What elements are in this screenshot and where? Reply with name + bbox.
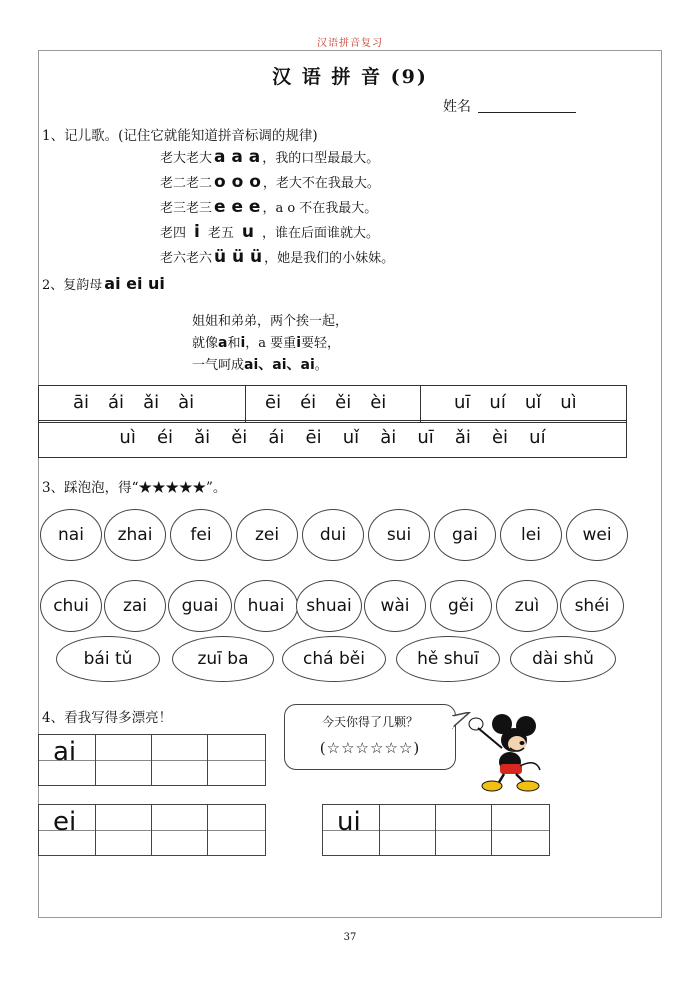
- tone-group-ui: [454, 392, 596, 413]
- bubble[interactable]: dui: [302, 509, 364, 561]
- section3-heading: 3、踩泡泡，得“★★★★★”。: [42, 480, 227, 496]
- rhyme-line-4: [160, 222, 379, 242]
- tone-cell: uī: [454, 392, 471, 413]
- name-label: 姓名: [443, 99, 471, 115]
- rhyme-text: ，老大不在我最大。: [262, 176, 380, 191]
- tone-cell: ěi: [335, 392, 352, 413]
- bubble[interactable]: wài: [364, 580, 426, 632]
- bubble[interactable]: nai: [40, 509, 102, 561]
- grid-divider: [379, 805, 380, 855]
- rhyme-text: ，她是我们的小妹妹。: [264, 251, 395, 266]
- bubble[interactable]: hě shuī: [396, 636, 500, 682]
- bubble[interactable]: zai: [104, 580, 166, 632]
- rhyme-text: ，谁在后面谁就大。: [261, 226, 379, 241]
- poem-text: 。: [314, 358, 328, 373]
- rhyme-line-1: [160, 147, 379, 167]
- rhyme-text: ，我的口型最最大。: [262, 151, 380, 166]
- grid-divider: [435, 805, 436, 855]
- poem-text: ，a 要重: [245, 336, 297, 351]
- poem-text: 一气呵成: [192, 358, 245, 373]
- bubble[interactable]: wei: [566, 509, 628, 561]
- tone-cell: ǎi: [454, 427, 471, 448]
- rhyme-text: 老大老大: [160, 151, 213, 166]
- bubble[interactable]: shuai: [296, 580, 362, 632]
- rhyme-pinyin: e e e: [214, 197, 261, 217]
- writing-grid-ei[interactable]: [38, 804, 266, 856]
- tone-cell: ái: [108, 392, 125, 413]
- bubble[interactable]: lei: [500, 509, 562, 561]
- poem-pinyin: i: [296, 335, 301, 351]
- grid-sample-text: ai: [53, 737, 77, 767]
- tone-cell: ài: [178, 392, 195, 413]
- bubble[interactable]: zuī ba: [172, 636, 274, 682]
- bubble[interactable]: huai: [234, 580, 298, 632]
- speech-stars[interactable]: (☆☆☆☆☆☆): [319, 739, 421, 757]
- poem-text: 就像: [192, 336, 219, 351]
- table-divider: [245, 386, 246, 422]
- tone-table-row-1: [38, 385, 627, 423]
- poem-text: 和: [227, 336, 241, 351]
- section2-heading-text: 2、复韵母: [42, 278, 103, 293]
- tone-cell: èi: [491, 427, 509, 448]
- tone-cell: uǐ: [342, 427, 360, 448]
- bubble[interactable]: chá běi: [282, 636, 386, 682]
- poem-pinyin: a: [218, 335, 228, 351]
- tone-cell: ēi: [265, 392, 282, 413]
- writing-grid-ai[interactable]: [38, 734, 266, 786]
- tone-cell: uì: [119, 427, 136, 448]
- speech-question: 今天你得了几颗？: [321, 715, 418, 729]
- rhyme-line-3: [160, 197, 377, 217]
- poem-pinyin: ai、ai、ai: [244, 357, 315, 373]
- tone-cell: uí: [489, 392, 506, 413]
- grid-divider: [491, 805, 492, 855]
- tone-cell: ǎi: [143, 392, 160, 413]
- rhyme-pinyin: i: [194, 222, 200, 242]
- rhyme-pinyin: ü ü ü: [214, 247, 263, 267]
- grid-sample-text: ei: [53, 807, 77, 837]
- page-number: 37: [343, 932, 357, 943]
- bubble[interactable]: fei: [170, 509, 232, 561]
- tone-cell: ěi: [231, 427, 248, 448]
- tone-cell: uí: [529, 427, 546, 448]
- table-divider: [420, 386, 421, 422]
- tone-cell: ǎi: [194, 427, 211, 448]
- rhyme-text: 老二老二: [160, 176, 213, 191]
- name-blank[interactable]: [478, 112, 576, 113]
- bubble[interactable]: bái tǔ: [56, 636, 160, 682]
- speech-bubble: [284, 704, 456, 770]
- finals-poem-line-1: 姐姐和弟弟，两个挨一起，: [192, 314, 349, 329]
- rhyme-pinyin: a a a: [214, 147, 261, 167]
- bubble[interactable]: zhai: [104, 509, 166, 561]
- grid-divider: [207, 805, 208, 855]
- rhyme-pinyin: o o o: [214, 172, 261, 192]
- tone-cell: ái: [268, 427, 285, 448]
- tone-group-ei: [265, 392, 405, 413]
- rhyme-line-5: [160, 247, 394, 267]
- worksheet-title: 汉 语 拼 音 (9): [272, 66, 428, 88]
- bubble[interactable]: guai: [168, 580, 232, 632]
- bubble[interactable]: sui: [368, 509, 430, 561]
- rhyme-pinyin: u: [241, 222, 254, 242]
- grid-divider: [95, 735, 96, 785]
- grid-divider: [95, 805, 96, 855]
- writing-grid-ui[interactable]: [322, 804, 550, 856]
- tone-cell: èi: [370, 392, 387, 413]
- bubble[interactable]: shéi: [560, 580, 624, 632]
- rhyme-text: ，a o 不在我最大。: [262, 201, 378, 216]
- bubble[interactable]: zuì: [496, 580, 558, 632]
- tone-group-ai: [73, 392, 213, 413]
- tone-cell: uǐ: [524, 392, 542, 413]
- tone-cell: uī: [417, 427, 434, 448]
- poem-text: 要轻，: [301, 336, 341, 351]
- rhyme-line-2: [160, 172, 380, 192]
- section2-heading: [42, 274, 167, 293]
- bubble[interactable]: gěi: [430, 580, 492, 632]
- rhyme-text: 老五: [207, 226, 234, 241]
- tone-mixed-row: [39, 427, 626, 448]
- cartoon-mouse-illustration: [462, 710, 544, 794]
- rhyme-text: 老三老三: [160, 201, 213, 216]
- grid-sample-text: ui: [337, 807, 361, 837]
- finals-poem-line-2: [192, 332, 340, 351]
- tone-cell: éi: [156, 427, 174, 448]
- poem-pinyin: i: [240, 335, 246, 351]
- grid-divider: [151, 805, 152, 855]
- page-header: 汉语拼音复习: [317, 38, 383, 49]
- tone-table-row-2: [38, 420, 627, 458]
- tone-cell: éi: [300, 392, 317, 413]
- rhyme-text: 老四: [160, 226, 187, 241]
- rhyme-text: 老六老六: [160, 251, 213, 266]
- tone-cell: āi: [73, 392, 90, 413]
- section1-heading: 1、记儿歌。(记住它就能知道拼音标调的规律): [42, 128, 318, 144]
- section4-heading: 4、看我写得多漂亮！: [42, 710, 173, 726]
- grid-divider: [151, 735, 152, 785]
- bubble[interactable]: dài shǔ: [510, 636, 616, 682]
- tone-cell: ài: [380, 427, 397, 448]
- tone-cell: uì: [560, 392, 577, 413]
- bubble[interactable]: zei: [236, 509, 298, 561]
- finals-poem-line-3: [192, 354, 328, 374]
- bubble[interactable]: gai: [434, 509, 496, 561]
- section2-heading-pinyin: ai ei ui: [104, 274, 165, 293]
- tone-cell: ēi: [305, 427, 322, 448]
- grid-divider: [207, 735, 208, 785]
- bubble[interactable]: chui: [40, 580, 102, 632]
